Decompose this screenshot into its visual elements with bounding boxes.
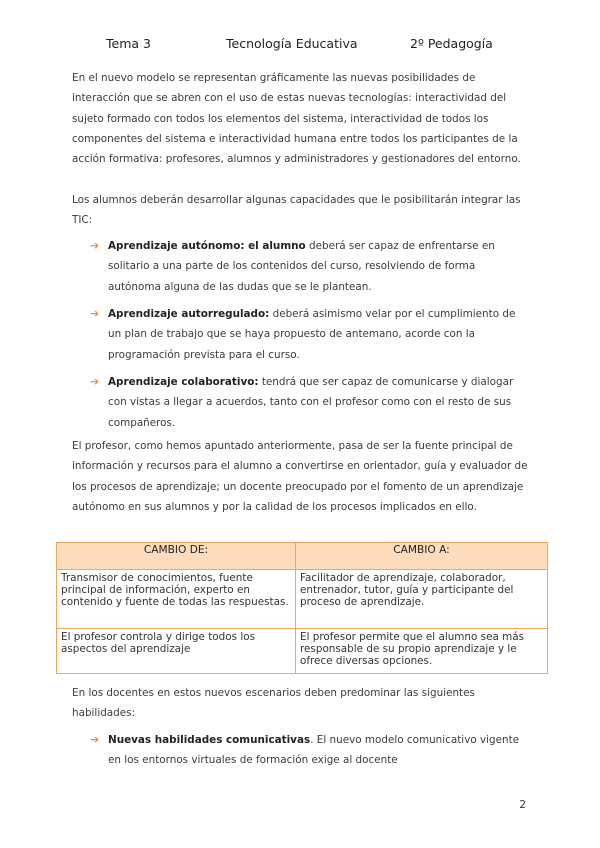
table-cell: Facilitador de aprendizaje, colaborador, entrenador, tutor, guía y participante del proceso de aprendizaje. [296, 570, 548, 629]
list-item [90, 372, 530, 433]
list-item-title: Nuevas habilidades comunicativas [108, 734, 311, 746]
table-header-from: CAMBIO DE: [57, 543, 296, 570]
list-item-title: Aprendizaje autorregulado: [108, 308, 270, 320]
header-subject: Tecnología Educativa [226, 36, 358, 51]
list-item-title: Aprendizaje autónomo: el alumno [108, 240, 306, 252]
table-cell: El profesor permite que el alumno sea más responsable de su propio aprendizaje y le ofrece diversas opciones. [296, 629, 548, 674]
list-item-text: deberá ser capaz de enfrentarse en solitario a una parte de los contenidos del curso, resolviendo de forma autónoma alguna de las dudas que se le plantean. [108, 240, 495, 293]
role-change-table [56, 542, 548, 674]
paragraph-student-capacities: Los alumnos deberán desarrollar algunas capacidades que le posibilitarán integrar las TIC: [72, 194, 521, 227]
page-header [0, 36, 600, 52]
table-cell: El profesor controla y dirige todos los aspectos del aprendizaje [57, 629, 296, 674]
table-row [57, 629, 548, 674]
list-item-text: tendrá que ser capaz de comunicarse y dialogar con vistas a llegar a acuerdos, tanto con el profesor como con el resto de sus compañeros. [108, 376, 514, 429]
list-item [90, 730, 530, 771]
header-topic: Tema 3 [106, 36, 151, 51]
list-item [90, 236, 530, 297]
paragraph-interaction-model: En el nuevo modelo se representan gráficamente las nuevas posibilidades de interacción que se abren con el uso de estas nuevas tecnologías: interactividad del sujeto formado con todos los elementos del sistema, interactividad de todos los componentes del sistema e interactividad humana entre todos los participantes de la acción formativa: profesores, alumnos y administradores y gestionadores del entorno. [72, 72, 521, 166]
table-header-row [57, 543, 548, 570]
arrow-right-icon: ➔ [90, 307, 100, 320]
arrow-right-icon: ➔ [90, 239, 100, 252]
table-cell: Transmisor de conocimientos, fuente principal de información, experto en contenido y fuente de todas las respuestas. [57, 570, 296, 629]
header-course: 2º Pedagogía [410, 36, 493, 51]
list-item-title: Aprendizaje colaborativo: [108, 376, 259, 388]
list-item-text: . El nuevo modelo comunicativo vigente en los entornos virtuales de formación exige al docente [108, 734, 520, 767]
paragraph-teacher-skills: En los docentes en estos nuevos escenarios deben predominar las siguientes habilidades: [72, 687, 475, 720]
table-row [57, 570, 548, 629]
paragraph-teacher-role: El profesor, como hemos apuntado anteriormente, pasa de ser la fuente principal de información y recursos para el alumno a convertirse en orientador, guía y evaluador de los procesos de aprendizaje; un docente preocupado por el fomento de un aprendizaje autónomo en sus alumnos y por la calidad de los procesos implicados en ello. [72, 440, 528, 513]
page-number: 2 [519, 799, 526, 811]
table-header-to: CAMBIO A: [296, 543, 548, 570]
list-item-text: deberá asimismo velar por el cumplimiento de un plan de trabajo que se haya propuesto de antemano, acorde con la programación prevista para el curso. [108, 308, 516, 361]
arrow-right-icon: ➔ [90, 733, 100, 746]
list-item [90, 304, 530, 365]
arrow-right-icon: ➔ [90, 375, 100, 388]
